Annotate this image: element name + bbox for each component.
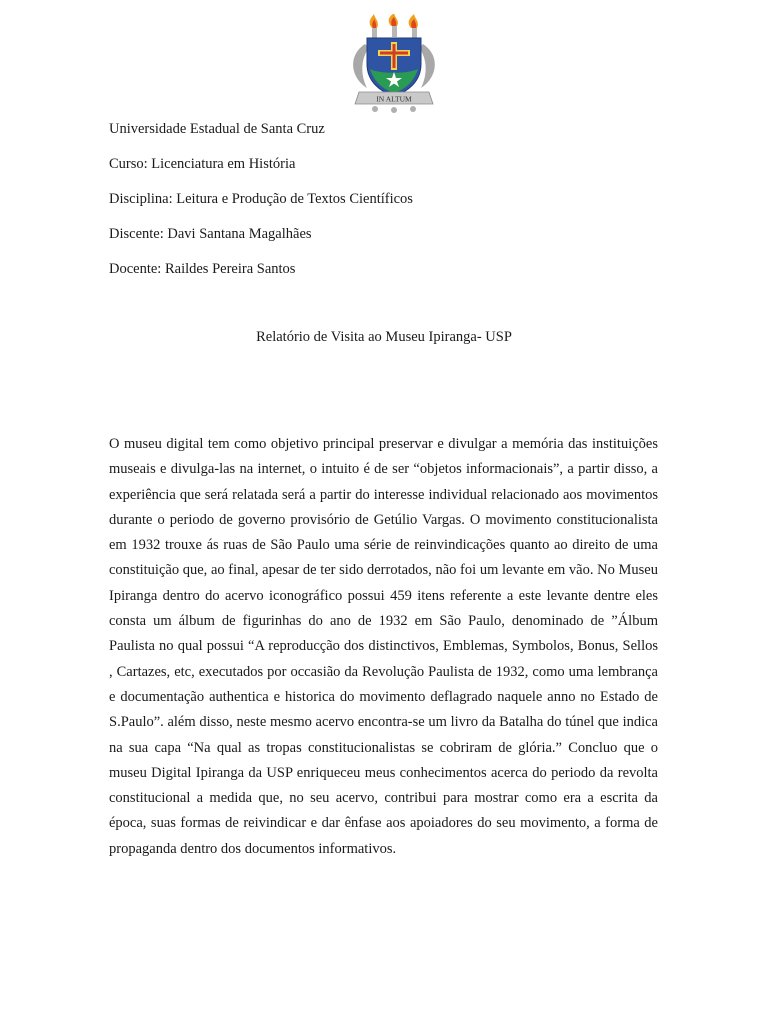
teacher-line: Docente: Raildes Pereira Santos xyxy=(109,261,296,277)
logo-motto: IN ALTUM xyxy=(376,94,412,104)
course-line: Curso: Licenciatura em História xyxy=(109,156,296,172)
university-crest-logo xyxy=(345,14,443,114)
torch-icon xyxy=(389,14,398,37)
institution-line: Universidade Estadual de Santa Cruz xyxy=(109,121,325,137)
document-header xyxy=(109,119,669,294)
torch-icon xyxy=(370,14,378,38)
report-title: Relatório de Visita ao Museu Ipiranga- USP xyxy=(256,329,512,345)
torch-icon xyxy=(409,14,418,38)
body-paragraph: O museu digital tem como objetivo principal preservar e divulgar a memória das instituições museais e divulga-las na internet, o intuito é de ser “objetos informacionais”, a partir disso, a experiência que será relatada será a partir do interesse individual relacionado aos movimentos durante o periodo de governo provisório de Getúlio Vargas. O movimento constitucionalista em 1932 trouxe ás ruas de São Paulo uma série de reinvindicações quanto ao direito de uma constituição que, ao final, apesar de ter sido derrotados, não foi um levante em vão. No Museu Ipiranga dentro do acervo iconográfico possui 459 itens referente a este levante dentre eles consta um álbum de figurinhas do ano de 1932 em São Paulo, denominado de ”Álbum Paulista no qual possui “A reproducção dos distinctivos, Emblemas, Symbolos, Bonus, Sellos , Cartazes, etc, executados por occasião da Revolução Paulista de 1932, como uma lembrança e documentação authentica e historica do movimento deflagrado naquele anno no Estado de S.Paulo”. além disso, neste mesmo acervo encontra-se um livro da Batalha do túnel que indica na sua capa “Na qual as tropas constitucionalistas se cobriram de glória.” Concluo que o museu Digital Ipiranga da USP enriqueceu meus conhecimentos acerca do periodo da revolta constitucional a medida que, no seu acervo, contribui para mostrar como era a escrita da época, suas formas de reivindicar e dar ênfase aos apoiadores do seu movimento, a forma de propaganda dentro dos documentos informativos. xyxy=(109,436,658,857)
discipline-line: Disciplina: Leitura e Produção de Textos Científicos xyxy=(109,191,413,207)
student-line: Discente: Davi Santana Magalhães xyxy=(109,226,312,242)
